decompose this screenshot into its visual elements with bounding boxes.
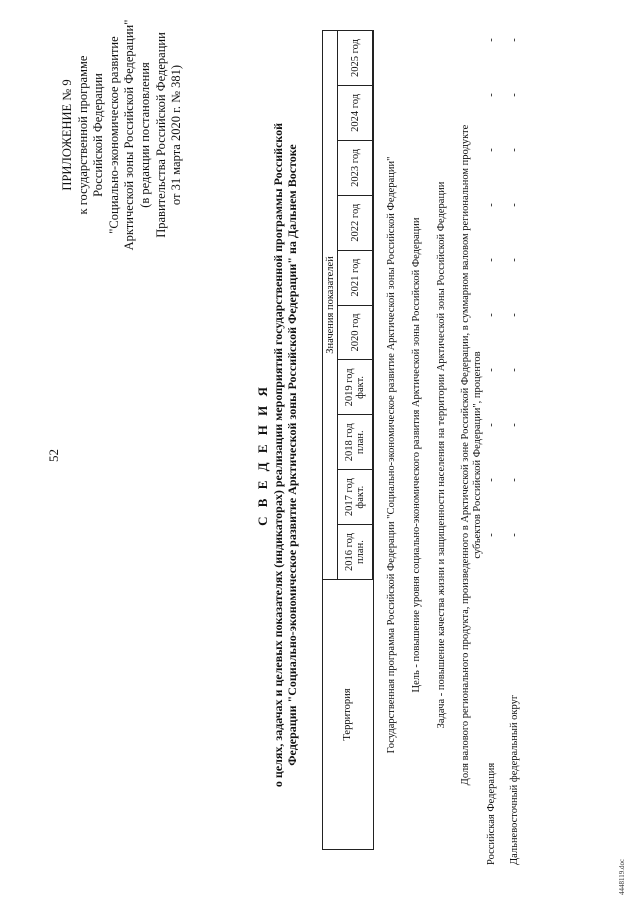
row-value: - <box>509 313 520 317</box>
appendix-block <box>60 15 185 255</box>
year-header: 2016 год план. <box>338 525 374 580</box>
row-value: - <box>486 313 497 317</box>
year-header: 2022 год <box>338 195 374 250</box>
row-label: Российская Федерация <box>486 762 497 865</box>
program-line: Государственная программа Российской Федерации "Социально-экономическое развитие Арктической зоны Российской Федерации" <box>386 156 397 754</box>
table-row <box>486 0 500 905</box>
row-value: - <box>486 478 497 482</box>
year-header: 2020 год <box>338 305 374 360</box>
indicator-line: Доля валового регионального продукта, произведенного в Арктической зоне Российской Федерации, в суммарном валовом региональном продукте <box>460 124 471 786</box>
appendix-line: от 31 марта 2020 г. № 381) <box>169 64 184 206</box>
row-label: Дальневосточный федеральный округ <box>509 694 520 865</box>
territory-header: Территория <box>323 580 374 850</box>
row-value: - <box>486 38 497 42</box>
row-value: - <box>486 533 497 537</box>
subtitle-line: Федерации "Социально-экономическое развитие Арктической зоны Российской Федерации" на Дальнем Востоке <box>285 144 299 766</box>
row-value: - <box>509 533 520 537</box>
indicator-description <box>460 45 484 865</box>
document-subtitle <box>271 45 299 865</box>
document-title: С В Е Д Е Н И Я <box>255 384 270 526</box>
appendix-line: "Социально-экономическое развитие <box>106 36 121 234</box>
appendix-line: Правительства Российской Федерации <box>153 32 168 238</box>
appendix-line: Арктической зоны Российской Федерации" <box>122 19 137 251</box>
row-value: - <box>509 368 520 372</box>
appendix-line: ПРИЛОЖЕНИЕ № 9 <box>60 79 74 191</box>
year-header: 2024 год <box>338 85 374 140</box>
table-row <box>509 0 523 905</box>
appendix-line: (в редакции постановления <box>137 62 152 208</box>
row-value: - <box>509 203 520 207</box>
document-filename: 4448119.doc <box>618 858 626 895</box>
row-value: - <box>509 38 520 42</box>
appendix-line: к государственной программе <box>75 55 90 215</box>
year-header: 2019 год факт. <box>338 360 374 415</box>
row-value: - <box>509 93 520 97</box>
row-value: - <box>486 368 497 372</box>
goal-line: Цель - повышение уровня социально-экономического развития Арктической зоны Российской Федерации <box>411 217 422 693</box>
subtitle-line: о целях, задачах и целевых показателях (индикаторах) реализации мероприятий государственной программы Российской <box>271 122 285 788</box>
row-value: - <box>509 148 520 152</box>
row-value: - <box>509 478 520 482</box>
row-value: - <box>486 258 497 262</box>
row-value: - <box>486 203 497 207</box>
row-value: - <box>486 93 497 97</box>
year-header: 2023 год <box>338 140 374 195</box>
task-line: Задача - повышение качества жизни и защищенности населения на территории Арктической зоны Российской Федерации <box>436 181 447 729</box>
row-value: - <box>509 423 520 427</box>
indicators-table-header <box>322 30 374 850</box>
year-header: 2025 год <box>338 31 374 86</box>
indicator-line: субъектов Российской Федерации", процентов <box>472 351 483 559</box>
row-value: - <box>486 423 497 427</box>
row-value: - <box>486 148 497 152</box>
values-header: Значения показателей <box>323 31 338 580</box>
page-number: 52 <box>46 449 61 462</box>
year-header: 2021 год <box>338 250 374 305</box>
row-value: - <box>509 258 520 262</box>
year-header: 2017 год факт. <box>338 470 374 525</box>
appendix-line: Российской Федерации <box>91 73 106 197</box>
year-header: 2018 год план. <box>338 415 374 470</box>
